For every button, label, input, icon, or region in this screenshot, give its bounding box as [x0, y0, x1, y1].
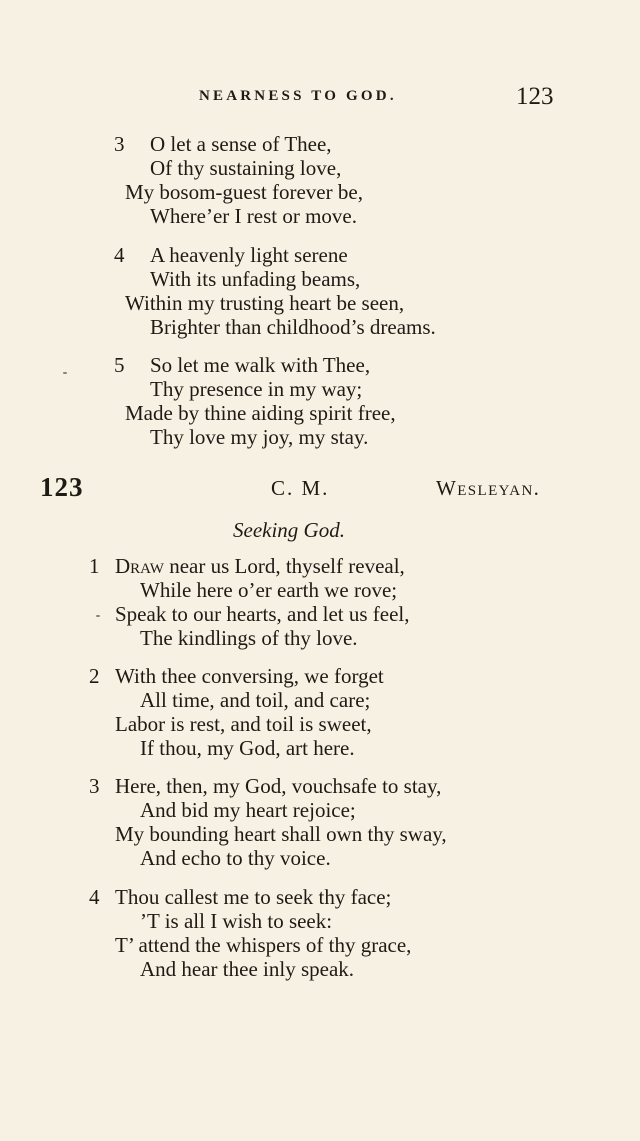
verse-line-first [115, 556, 405, 577]
hymn-number: 123 [40, 472, 84, 502]
verse-line: Thou callest me to seek thy face; [115, 885, 392, 909]
verse-line: With thee conversing, we forget [115, 664, 384, 688]
drop-word-lead: D [115, 554, 131, 578]
verse-line: And hear thee inly speak. [140, 957, 355, 981]
verse-line: So let me walk with Thee, [150, 353, 371, 377]
stanza-number: 1 [89, 554, 100, 578]
stanza-number: 2 [89, 664, 100, 688]
page-number: 123 [516, 83, 554, 110]
stanza-number: 3 [114, 132, 125, 156]
running-title: NEARNESS TO GOD. [199, 88, 397, 104]
verse-line: The kindlings of thy love. [140, 626, 358, 650]
verse-line: My bounding heart shall own thy sway, [115, 822, 447, 846]
verse-line: A heavenly light serene [150, 243, 348, 267]
verse-line: ’T is all I wish to seek: [140, 909, 333, 933]
verse-line: Made by thine aiding spirit free, [125, 401, 396, 425]
verse-line: T’ attend the whispers of thy grace, [115, 933, 412, 957]
stanza-number: 4 [89, 885, 100, 909]
hymn-tune: Wesleyan. [436, 476, 541, 500]
verse-line: Thy presence in my way; [150, 377, 363, 401]
verse-line: Brighter than childhood’s dreams. [150, 315, 436, 339]
drop-word-rest: raw [130, 554, 164, 578]
verse-line: And echo to thy voice. [140, 846, 331, 870]
print-speck [63, 372, 67, 374]
verse-line: Speak to our hearts, and let us feel, [115, 602, 410, 626]
print-speck [96, 615, 100, 617]
first-line-rest: near us Lord, thyself reveal, [163, 554, 405, 578]
verse-line: O let a sense of Thee, [150, 132, 332, 156]
verse-line: Within my trusting heart be seen, [125, 291, 405, 315]
verse-line: While here o’er earth we rove; [140, 578, 398, 602]
verse-line: With its unfading beams, [150, 267, 361, 291]
verse-line: Labor is rest, and toil is sweet, [115, 712, 372, 736]
verse-line: Where’er I rest or move. [150, 204, 357, 228]
hymn-meter: C. M. [271, 476, 330, 500]
verse-line: All time, and toil, and care; [140, 688, 371, 712]
hymn-title: Seeking God. [233, 518, 345, 542]
verse-line: And bid my heart rejoice; [140, 798, 356, 822]
stanza-number: 5 [114, 353, 125, 377]
verse-line: My bosom-guest forever be, [125, 180, 363, 204]
stanza-number: 4 [114, 243, 125, 267]
verse-line: If thou, my God, art here. [140, 736, 355, 760]
verse-line: Of thy sustaining love, [150, 156, 342, 180]
verse-line: Here, then, my God, vouchsafe to stay, [115, 774, 442, 798]
stanza-number: 3 [89, 774, 100, 798]
verse-line: Thy love my joy, my stay. [150, 425, 369, 449]
